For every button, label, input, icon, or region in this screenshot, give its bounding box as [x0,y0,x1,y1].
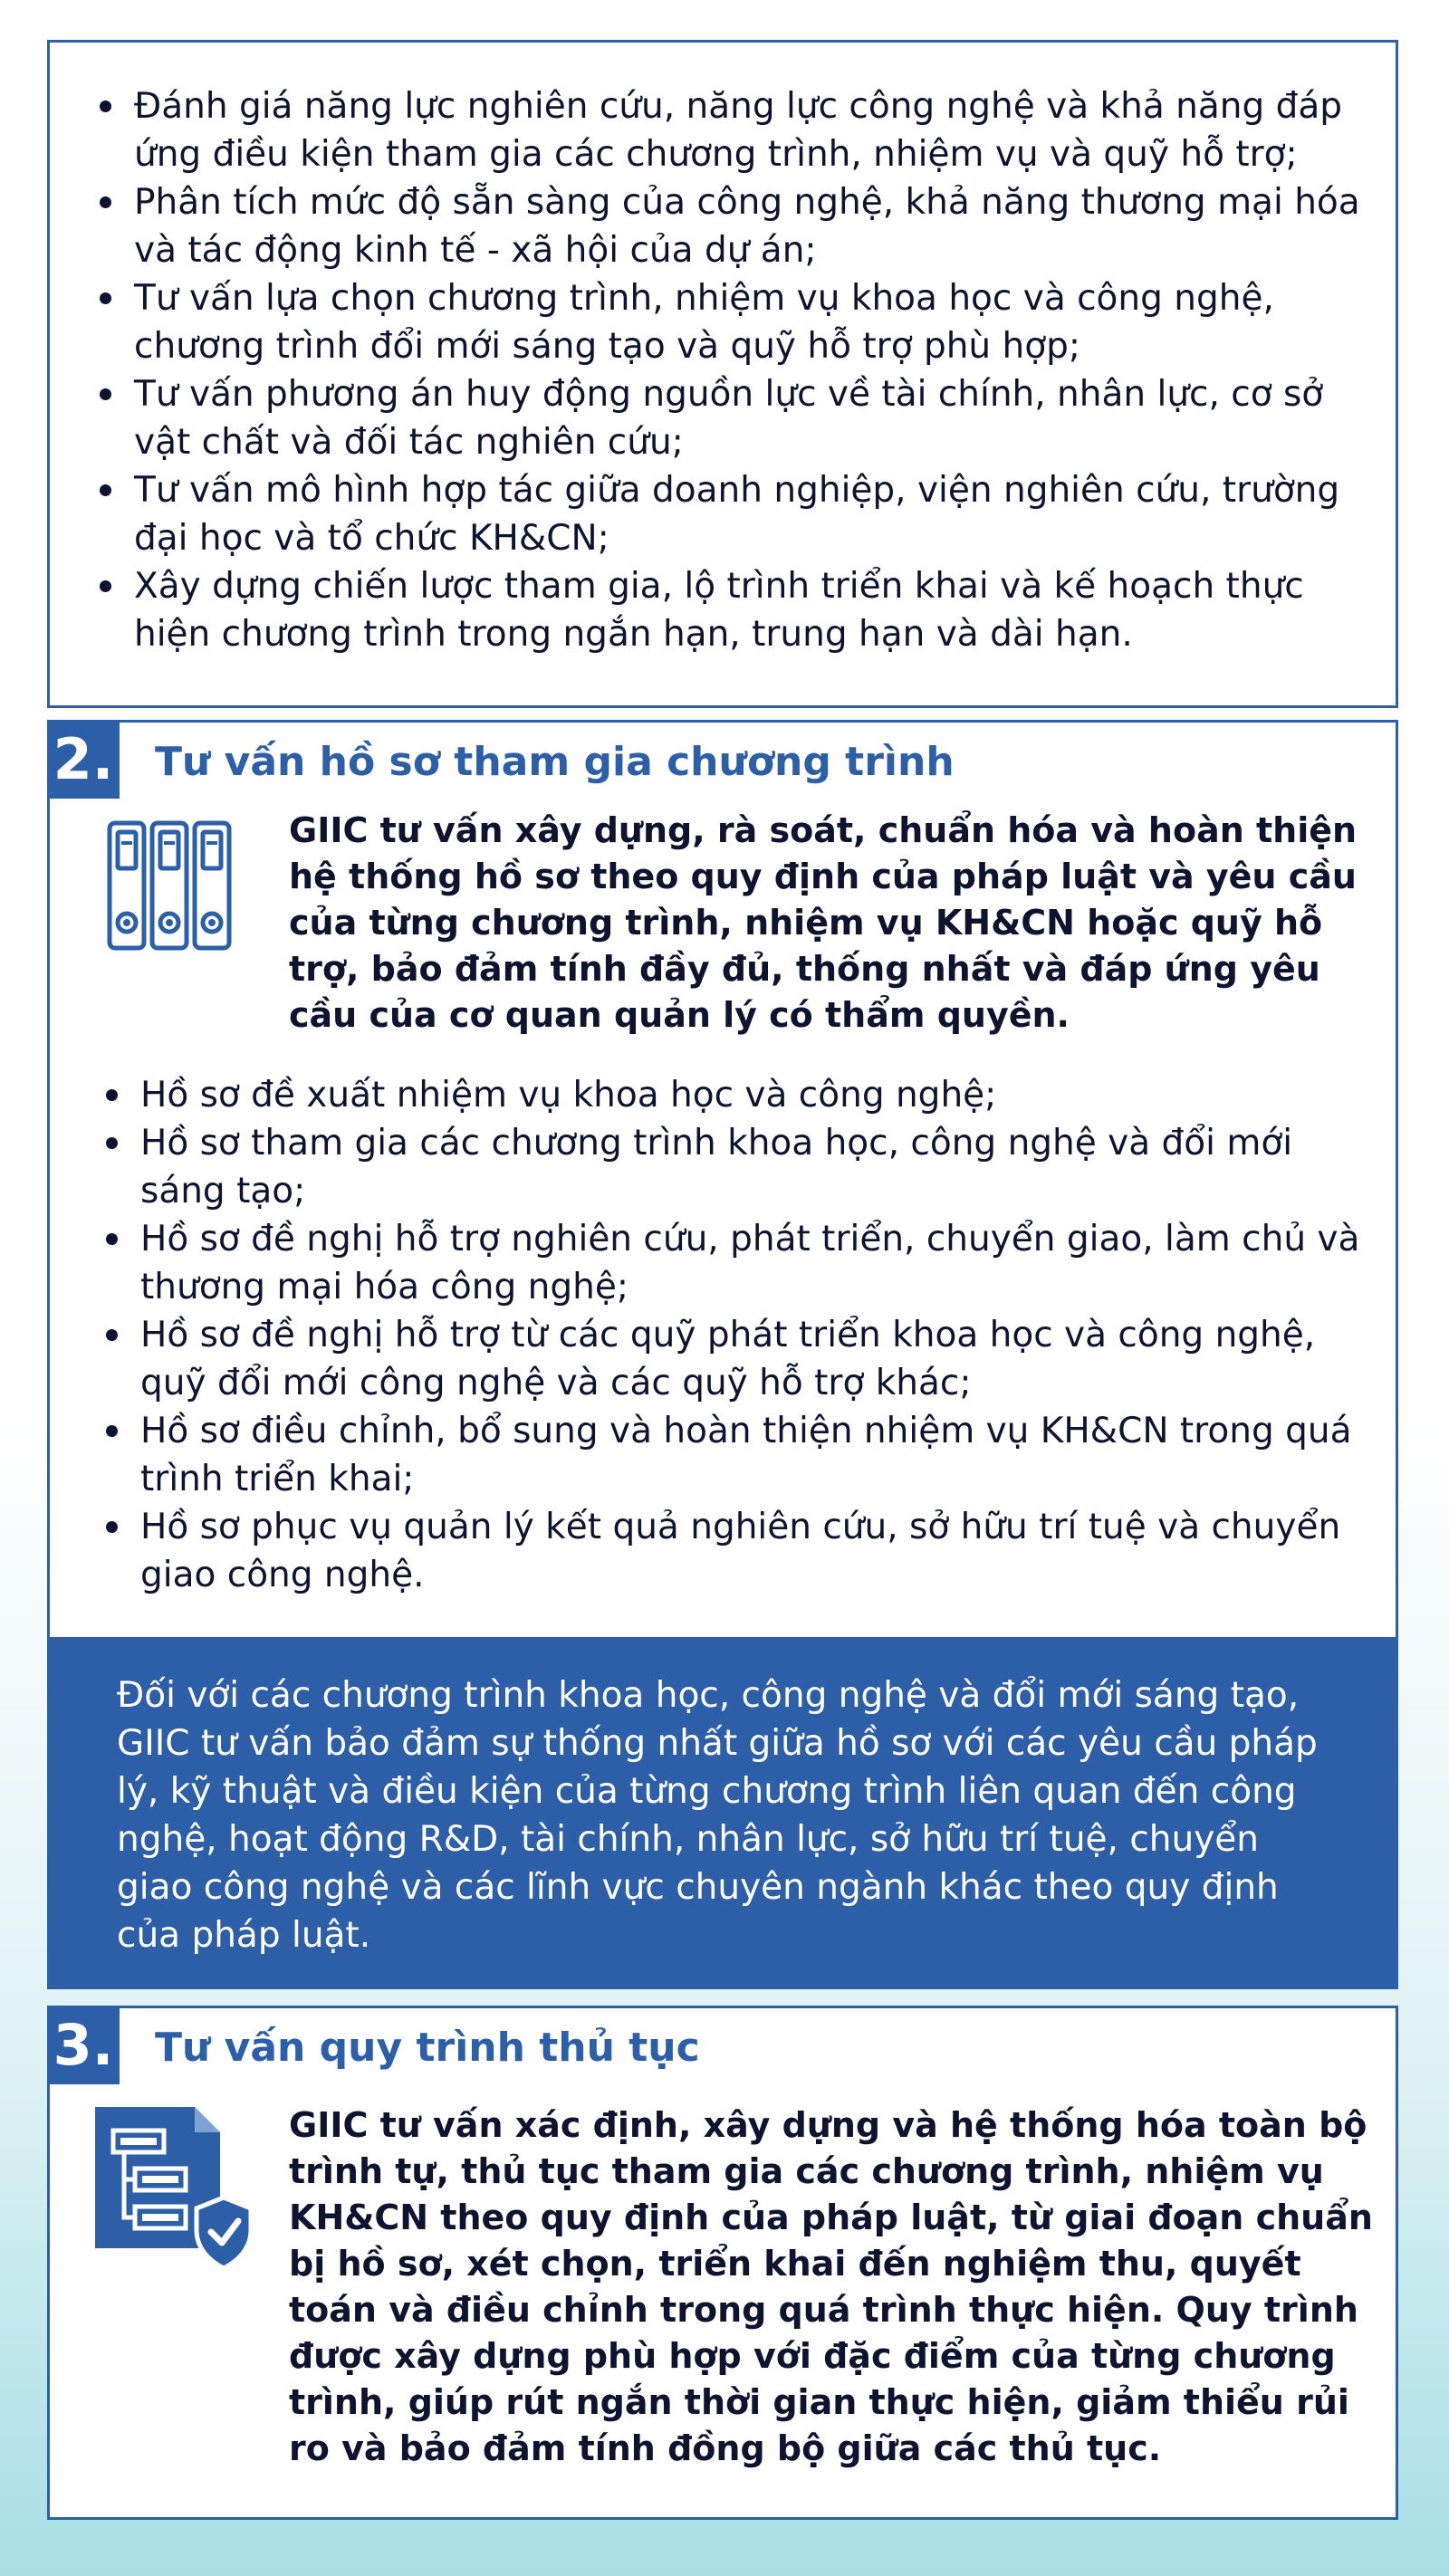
section-number-badge: 3. [47,2006,120,2084]
section-2-box [47,720,1398,1989]
list-item: Phân tích mức độ sẵn sàng của công nghệ, khả năng thương mại hóa và tác động kinh tế - xã hội của dự án; [134,178,1384,274]
list-item: Đánh giá năng lực nghiên cứu, năng lực công nghệ và khả năng đáp ứng điều kiện tham gia các chương trình, nhiệm vụ và quỹ hỗ trợ; [134,82,1384,178]
section-intro-text: GIIC tư vấn xác định, xây dựng và hệ thống hóa toàn bộ trình tự, thủ tục tham gia các chương trình, nhiệm vụ KH&CN theo quy định của pháp luật, từ giai đoạn chuẩn bị hồ sơ, xét chọn, triển khai đến nghiệm thu, quyết toán và điều chỉnh trong quá trình thực hiện. Quy trình được xây dựng phù hợp với đặc điểm của từng chương trình, giúp rút ngắn thời gian thực hiện, giảm thiểu rủi ro và bảo đảm tính đồng bộ giữa các thủ tục. [289,2105,1373,2468]
process-document-shield-icon [88,2103,256,2272]
section-intro-text: GIIC tư vấn xây dựng, rà soát, chuẩn hóa và hoàn thiện hệ thống hồ sơ theo quy định của pháp luật và yêu cầu của từng chương trình, nhiệm vụ KH&CN hoặc quỹ hỗ trợ, bảo đảm tính đầy đủ, thống nhất và đáp ứng yêu cầu của cơ quan quản lý có thẩm quyền. [289,810,1358,1035]
section-3-box [47,2006,1398,2520]
section-title: Tư vấn hồ sơ tham gia chương trình [155,739,955,785]
list-item: Hồ sơ đề xuất nhiệm vụ khoa học và công nghệ; [140,1071,1381,1119]
list-item: Tư vấn lựa chọn chương trình, nhiệm vụ khoa học và công nghệ, chương trình đổi mới sáng tạo và quỹ hỗ trợ phù hợp; [134,274,1384,370]
list-item: Tư vấn phương án huy động nguồn lực về tài chính, nhân lực, cơ sở vật chất và đối tác nghiên cứu; [134,370,1384,466]
list-item: Tư vấn mô hình hợp tác giữa doanh nghiệp, viện nghiên cứu, trường đại học và tổ chức KH&CN; [134,466,1384,562]
section-2-bullet-list [140,1071,1381,1599]
section-number-badge: 2. [47,720,120,799]
section-1-box [47,40,1398,708]
list-item: Hồ sơ phục vụ quản lý kết quả nghiên cứu, sở hữu trí tuệ và chuyển giao công nghệ. [140,1503,1381,1599]
section-1-bullet-list [134,82,1384,658]
highlight-panel: Đối với các chương trình khoa học, công nghệ và đổi mới sáng tạo, GIIC tư vấn bảo đảm sự thống nhất giữa hồ sơ với các yêu cầu pháp lý, kỹ thuật và điều kiện của từng chương trình liên quan đến công nghệ, hoạt động R&D, tài chính, nhân lực, sở hữu trí tuệ, chuyển giao công nghệ và các lĩnh vực chuyên ngành khác theo quy định của pháp luật. [50,1637,1396,1987]
list-item: Xây dựng chiến lược tham gia, lộ trình triển khai và kế hoạch thực hiện chương trình trong ngắn hạn, trung hạn và dài hạn. [134,562,1384,658]
list-item: Hồ sơ tham gia các chương trình khoa học, công nghệ và đổi mới sáng tạo; [140,1119,1381,1215]
list-item: Hồ sơ điều chỉnh, bổ sung và hoàn thiện nhiệm vụ KH&CN trong quá trình triển khai; [140,1407,1381,1503]
binders-icon [106,819,233,952]
section-title: Tư vấn quy trình thủ tục [155,2025,700,2071]
list-item: Hồ sơ đề nghị hỗ trợ nghiên cứu, phát triển, chuyển giao, làm chủ và thương mại hóa công nghệ; [140,1215,1381,1311]
list-item: Hồ sơ đề nghị hỗ trợ từ các quỹ phát triển khoa học và công nghệ, quỹ đổi mới công nghệ và các quỹ hỗ trợ khác; [140,1311,1381,1407]
